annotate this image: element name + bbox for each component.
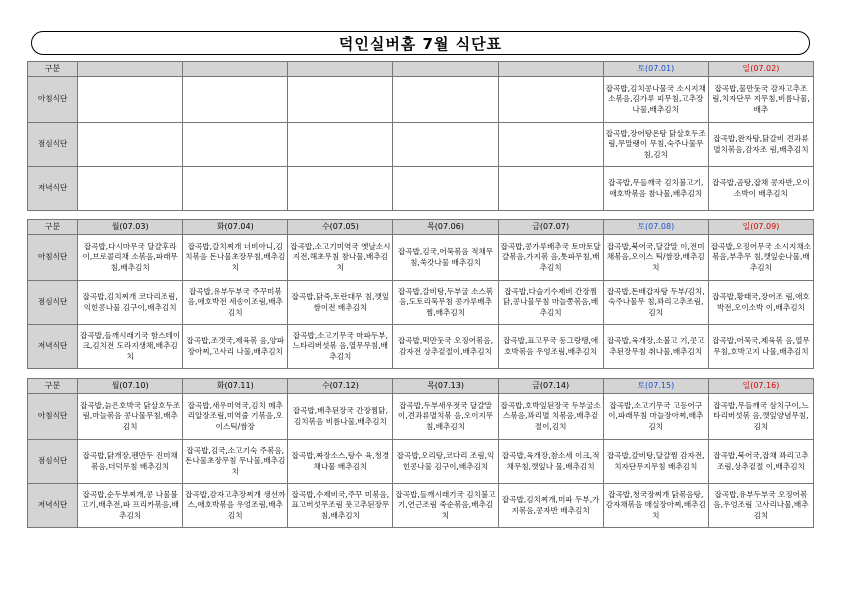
meal-cell: 잡곡밥,김치찌개 코다리조림,익힌콩나물 김구이,배추김치 [78, 281, 183, 325]
meal-cell: 잡곡밥,감자고추장찌개 생선까스,애호박볶음 우엉조림,배추김치 [183, 484, 288, 528]
day-header: 월(07.03) [78, 220, 183, 235]
meal-cell: 잡곡밥,갈비탕,달걀찜 감자전,치자단무지무침 배추김치 [603, 440, 708, 484]
day-header: 수(07.12) [288, 379, 393, 394]
meal-cell: 잡곡밥,김국,소고기숙 주볶음,돈나물초장무침 무나물,배추김치 [183, 440, 288, 484]
meal-cell: 잡곡밥,닭개장,펜만두 진미채볶음,더덕무침 배추김치 [78, 440, 183, 484]
meal-label: 아침식단 [28, 394, 78, 440]
meal-label: 저녁식단 [28, 484, 78, 528]
day-header: 금(07.07) [498, 220, 603, 235]
meal-cell [183, 167, 288, 211]
meal-cell: 잡곡밥,김치찌개,미파 두부,가지볶음,콩자반 배추김치 [498, 484, 603, 528]
meal-cell: 잡곡밥,북어국,잡채 꽈리고추조림,상추겉절 이,배추김치 [708, 440, 813, 484]
section-label: 구분 [28, 220, 78, 235]
header-row [28, 62, 814, 77]
meal-cell [288, 123, 393, 167]
day-header: 화(07.11) [183, 379, 288, 394]
meal-cell: 잡곡밥,닭죽,토란대무 침,깻잎쌈이전 배추김치 [288, 281, 393, 325]
day-header: 화(07.04) [183, 220, 288, 235]
meal-row [28, 123, 814, 167]
meal-cell: 잡곡밥,소고기무국 마파두부,느타리버섯볶 음,열무무침,배추김치 [288, 325, 393, 369]
meal-cell: 잡곡밥,다슬기수제비 간장찜닭,콩나물무침 마늘쫑볶음,배추김치 [498, 281, 603, 325]
meal-cell: 잡곡밥,오징어무국 소시지채소볶음,부추무 침,깻잎순나물,배추김치 [708, 235, 813, 281]
day-header: 목(07.06) [393, 220, 498, 235]
day-header: 토(07.08) [603, 220, 708, 235]
meal-row [28, 325, 814, 369]
meal-cell [288, 167, 393, 211]
meal-cell: 잡곡밥,갈비탕,두부굴 소스볶음,도토리묵무침 콩가루배추찜,배추김치 [393, 281, 498, 325]
meal-cell: 잡곡밥,곰탕,잡채 콩자반,오이소박이 배추김치 [708, 167, 813, 211]
meal-cell: 잡곡밥,육개장,참소세 이크,적채무침,깻잎나 물,배추김치 [498, 440, 603, 484]
meal-cell: 잡곡밥,갈치찌개 너비아니,김치볶음 돈나물초장무침,배추김치 [183, 235, 288, 281]
section-label: 구분 [28, 379, 78, 394]
meal-cell: 잡곡밥,육개장,소불고 기,콧고추된장무침 취나물,배추김치 [603, 325, 708, 369]
meal-row [28, 484, 814, 528]
day-header [183, 62, 288, 77]
meal-cell: 잡곡밥,들깨시래기국 함스테이크,김치전 도라지생채,배추김치 [78, 325, 183, 369]
day-header: 목(07.13) [393, 379, 498, 394]
day-header: 월(07.10) [78, 379, 183, 394]
meal-cell: 잡곡밥,장어탕온탕 닭살호두조림,무말랭이 무침,숙주나물무침,김치 [603, 123, 708, 167]
meal-cell: 잡곡밥,완자탕,닭갈비 견과류멸치볶음,감자조 림,배추김치 [708, 123, 813, 167]
meal-cell: 잡곡밥,짜장소스,탕수 육,청경채나물 배추김치 [288, 440, 393, 484]
week-table-1 [27, 61, 814, 211]
meal-cell: 잡곡밥,소고기미역국 옛날소시지전,해초무침 참나물,배추김치 [288, 235, 393, 281]
meal-cell [78, 77, 183, 123]
meal-label: 점심식단 [28, 440, 78, 484]
meal-cell: 잡곡밥,표고무국 동그랑땡,애호박볶음 우엉조림,배추김치 [498, 325, 603, 369]
meal-label: 아침식단 [28, 235, 78, 281]
meal-cell: 잡곡밥,들깨시래기국 김치불고기,연근조림 죽순볶음,배추김치 [393, 484, 498, 528]
meal-cell: 잡곡밥,새우미역국,김치 메추리알장조림,미역줄 기볶음,오이스틱/쌈장 [183, 394, 288, 440]
day-header: 일(07.16) [708, 379, 813, 394]
meal-cell: 잡곡밥,유부두부국 주꾸미볶음,애호박전 세송이조림,배추김치 [183, 281, 288, 325]
meal-cell [183, 123, 288, 167]
meal-cell: 잡곡밥,늙은호박국 닭살호두조림,마늘볶음 콩나물무침,배추김치 [78, 394, 183, 440]
meal-cell [288, 77, 393, 123]
meal-cell: 잡곡밥,유부두부국 오징어볶음,우엉조림 고사리나물,배추김치 [708, 484, 813, 528]
page-title: 덕인실버홈 7월 식단표 [338, 34, 503, 53]
meal-cell: 잡곡밥,청국장찌개 닭볶음탕,감자채볶음 매실장아찌,배추김치 [603, 484, 708, 528]
day-header: 토(07.01) [603, 62, 708, 77]
meal-cell [78, 123, 183, 167]
meal-cell [393, 167, 498, 211]
meal-cell [498, 77, 603, 123]
section-label: 구분 [28, 62, 78, 77]
meal-cell: 잡곡밥,황태국,장어조 림,애호박전,오이소박 이,배추김치 [708, 281, 813, 325]
meal-cell [498, 123, 603, 167]
header-row [28, 379, 814, 394]
meal-cell: 잡곡밥,두부새우젓국 달걀말이,견과류멸치볶 음,오이지무침,배추김치 [393, 394, 498, 440]
meal-cell: 잡곡밥,소고기무국 고등어구이,파래무침 마늘장아찌,배추김치 [603, 394, 708, 440]
header-row [28, 220, 814, 235]
week-table-3 [27, 378, 814, 528]
day-header [393, 62, 498, 77]
meal-cell: 잡곡밥,북어국,달걀말 이,전미채볶음,오이스 틱/쌈장,배추김치 [603, 235, 708, 281]
meal-cell: 잡곡밥,조갯국,제육볶 음,양파장아찌,고사리 나물,배추김치 [183, 325, 288, 369]
meal-cell: 잡곡밥,김국,어묵볶음 적채무침,쑥갓나물 배추김치 [393, 235, 498, 281]
meal-cell: 잡곡밥,김치콩나물국 소시지채소볶음,김가루 피무침,고추장나물,배추김치 [603, 77, 708, 123]
day-header [498, 62, 603, 77]
day-header: 수(07.05) [288, 220, 393, 235]
meal-cell: 잡곡밥,오리탕,코다리 조림,익힌콩나물 김구이,배추김치 [393, 440, 498, 484]
meal-cell: 잡곡밥,수제비국,주꾸 미볶음,표고버섯무조림 풋고추된장무침,배추김치 [288, 484, 393, 528]
day-header: 일(07.02) [708, 62, 813, 77]
week-table-2 [27, 219, 814, 369]
meal-cell: 잡곡밥,돈배갑자탕 두부/김치,숙주나물무 침,꽈리고추조림,김치 [603, 281, 708, 325]
meal-cell: 잡곡밥,배추된장국 간장찜닭,김치볶음 비름나물,배추김치 [288, 394, 393, 440]
meal-label: 아침식단 [28, 77, 78, 123]
meal-cell: 잡곡밥,무들깨국 김치불고기,애호박볶음 참나물,배추김치 [603, 167, 708, 211]
meal-row [28, 440, 814, 484]
day-header [78, 62, 183, 77]
meal-cell: 잡곡밥,물만둣국 감자고추조림,치자단무 지무침,비름나물,배추 [708, 77, 813, 123]
meal-cell [498, 167, 603, 211]
meal-cell [393, 77, 498, 123]
meal-label: 점심식단 [28, 281, 78, 325]
meal-label: 점심식단 [28, 123, 78, 167]
meal-cell: 잡곡밥,콩가루배추국 토마토달걀볶음,가지볶 음,톳파무침,배추김치 [498, 235, 603, 281]
meal-cell: 잡곡밥,다시마무국 달걀후라이,브로콜리채 소볶음,파래무침,배추김치 [78, 235, 183, 281]
day-header: 토(07.15) [603, 379, 708, 394]
meal-cell [183, 77, 288, 123]
meal-cell: 잡곡밥,호박잎된장국 두부굴소스볶음,꽈리멸 치볶음,배추겉절이,김치 [498, 394, 603, 440]
meal-cell: 잡곡밥,어묵국,제육볶 음,열무무침,호박고지 나물,배추김치 [708, 325, 813, 369]
day-header [288, 62, 393, 77]
meal-row [28, 235, 814, 281]
meal-label: 저녁식단 [28, 325, 78, 369]
meal-row [28, 394, 814, 440]
title-banner [31, 31, 810, 55]
meal-cell: 잡곡밥,순두부찌개,콩 나물불고기,배추전,파 프리카볶음,배추김치 [78, 484, 183, 528]
meal-row [28, 167, 814, 211]
meal-cell [78, 167, 183, 211]
meal-cell [393, 123, 498, 167]
day-header: 금(07.14) [498, 379, 603, 394]
meal-row [28, 281, 814, 325]
meal-cell: 잡곡밥,떡만둣국 오징어볶음,감자전 상추겉절이,배추김치 [393, 325, 498, 369]
meal-row [28, 77, 814, 123]
day-header: 일(07.09) [708, 220, 813, 235]
meal-label: 저녁식단 [28, 167, 78, 211]
meal-cell: 잡곡밥,무들깨국 삼치구이,느타리버섯볶 음,깻잎양념무침,김치 [708, 394, 813, 440]
